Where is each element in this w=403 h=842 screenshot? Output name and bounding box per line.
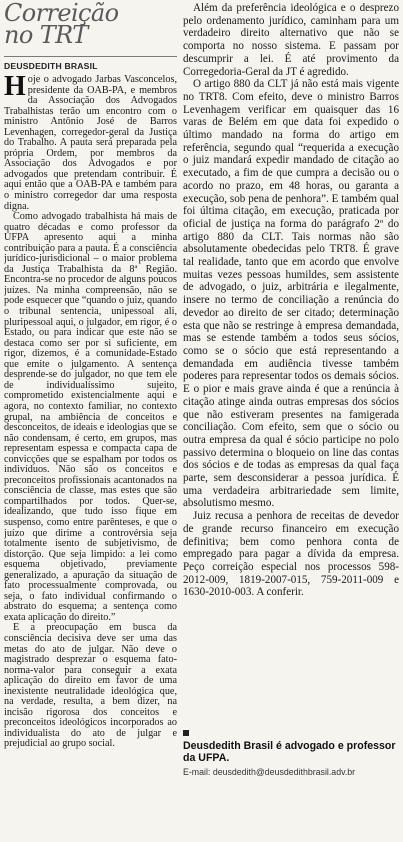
- right-body: [183, 2, 399, 599]
- article-title: [4, 2, 177, 49]
- right-column: [183, 2, 399, 840]
- author-byline: DEUSDEDITH BRASIL: [4, 61, 98, 71]
- drop-cap: H: [4, 71, 26, 102]
- square-bullet-icon: [183, 730, 189, 736]
- author-email: E-mail: deusdedith@deusdedithbrasil.adv.br: [183, 767, 356, 777]
- paragraph-3: E a preocupação em busca da consciência decisiva deve ser uma das metas do ato de julgar. Não deve o magistrado desprezar o esquema fato-norma-valor para conseguir a exata aplicação do direito em favor de uma inexistente neutralidade ideológica que, na verdade, resulta, a bem dizer, na incisão rigorosa dos conceitos e preconceitos ideológicos incorporados ao individualista do ato de julgar e prejudicial ao grupo social.: [4, 622, 177, 750]
- paragraph-1: [4, 71, 177, 212]
- author-signature: [183, 730, 399, 777]
- paragraph-1-text: oje o advogado Jarbas Vasconcelos, presidente da OAB-PA, e membros da Associação dos Advogados Trabalhistas terão um encontro com o ministro Antônio José de Barros Levenhagen, corregedor-geral da Justiça do Trabalho. A pauta será preparada pela própria Ordem, por membros da Associação dos Advogados e por advogados que pretendam contribuir. É aqui então que a OAB-PA e também para o ministro corregedor dar uma resposta digna.: [4, 74, 177, 212]
- paragraph-6: Juiz recusa a penhora de receitas de devedor de grande recurso financeiro em execução definitiva; bem como penhora conta de empregado para pagar a dívida da empresa. Peço correição especial nos processos 598-2012-009, 1819-2007-015, 759-2011-009 e 1630-2010-003. A conferir.: [183, 510, 399, 599]
- title-rule: [4, 56, 177, 57]
- paragraph-2: Como advogado trabalhista há mais de quatro décadas e como professor da UFPA apresento aqui a minha contribuição para a pauta. É a consciência jurídico-jurisdicional – o maior problema da Justiça Trabalhista da 8ª Região. Encontra-se no procedor de alguns poucos juízes. Na minha compreensão, não se pode esquecer que “quando o juiz, quando o tribunal sentencia, unipessoal ali, pluripessoal aqui, o julgador, em rigor, é o Estado, ou para indicar que este não se destaca como ser por si suficiente, em rigor, dizemos, é a comunidade-Estado que emite o julgamento. A sentença desprende-se do julgador, no que tem ele de individualíssimo sujeito, comprometido existencialmente aqui e agora, no contexto familiar, no contexto grupal, na ambiência de conceitos e desconceitos, de ideais e ideologias que se não condensam, é certo, em grupos, mas representam espessa e compacta capa de convicções que se espalham por todos os indivíduos. Não são os conceitos e preconceitos profissionais acantonados na consciência de classe, mas estes que são compartilhados por todos. Quer-se, idealizando, que tudo isso fique em suspenso, como entre parênteses, e que o juízo que dirime a controvérsia seja totalmente isento de subjetivismo, de distorção. Que seja limpido: a lei como esquema objetivado, previamente generalizado, a apuração da situação de fato processualmente comprovada, ou seja, o fato individual confirmando o abstrato do esquema; a sentença como exata aplicação do direito.”: [4, 211, 177, 623]
- left-column: [4, 2, 177, 840]
- paragraph-5: O artigo 880 da CLT já não está mais vigente no TRT8. Com efeito, deve o ministro Barros Levenhagem verificar em quaisquer das 16 varas de Belém em que data foi expedido o último mandado na forma do artigo em referência, segundo qual “requerida a execução o juiz mandará expedir mandado de citação ao executado, a fim de que cumpra a decisão ou o acordo no prazo, em 48 horas, ou garanta a execução, sob pena de penhora”. E também qual foi última citação, em execução, praticada por oficial de justiça na forma do parágrafo 2º do artigo 880 da CLT. Tais normas não são absolutamente obedecidas pelo TRT8. É grave tal realidade, tanto que em acordo que envolve muitas vezes pessoas humildes, sem assistente de advogado, o juiz, arbitrária e ilegalmente, insere no termo de conciliação a renúncia do devedor ao direito de ser citado; determinação esta que não se restringe à empresa demandada, mas se estende também a todos seus sócios, como se o sócio que está representando a demandada em audiência tivesse também poderes para representar todos os demais sócios. E o pior e mais grave ainda é que a renúncia à citação atinge ainda outras empresas dos sócios que não estiveram presentes na famigerada conciliação. Com efeito, sem que o sócio ou outra empresa da qual é sócio participe no polo passivo determina o bloqueio on line das contas dos sócios e de todas as empresas da qual faça parte, sem desconsiderar a pessoa jurídica. É uma verdadeira arbitrariedade sem limite, absolutismo mesmo.: [183, 78, 399, 510]
- paragraph-4: Além da preferência ideológica e o desprezo pelo ordenamento jurídico, caminham para um verdadeiro direito alternativo que não se comporta no nosso sistema. E passam por descumprir a lei. É até provimento da Corregedoria-Geral da JT é agredido.: [183, 2, 399, 78]
- left-body: [4, 71, 177, 750]
- title-line-1: Correição: [4, 2, 119, 27]
- author-bio: Deusdedith Brasil é advogado e professor da UFPA.: [183, 740, 396, 764]
- title-line-2: no TRT: [4, 21, 88, 49]
